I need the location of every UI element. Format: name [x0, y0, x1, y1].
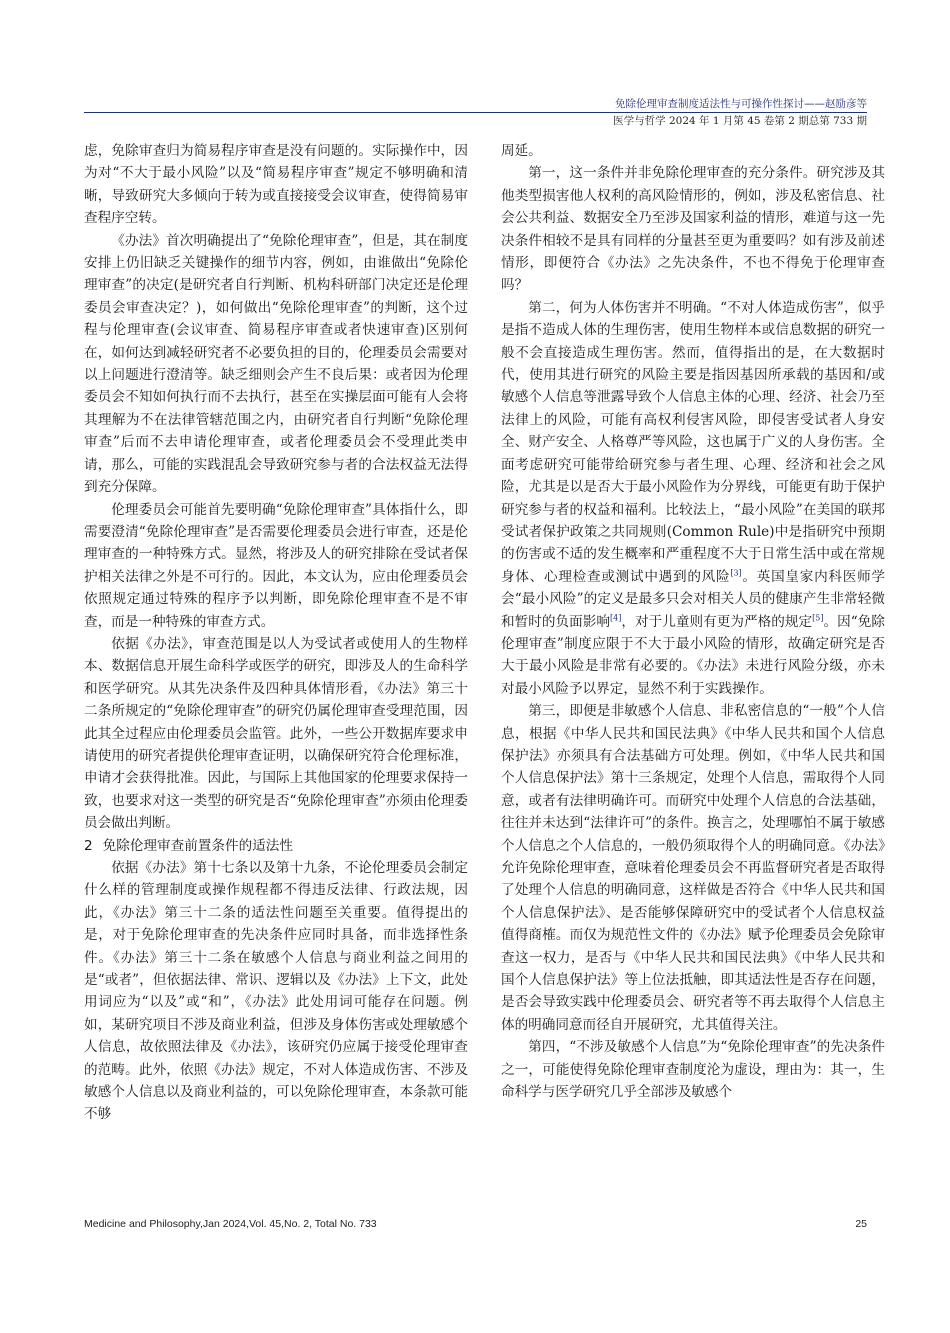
- paragraph: 周延。: [501, 143, 542, 159]
- text-run: ，对于儿童则有更为严格的规定: [621, 613, 813, 630]
- paragraph: 第一，这一条件并非免除伦理审查的充分条件。研究涉及其他类型损害他人权利的高风险情形的，例如，涉及私密信息、社会公共利益、数据安全乃至涉及国家利益的情形，难道与这一先决条件相较不是具有同样的分量甚至更为重要吗？如有涉及前述情形，即便符合《办法》之先决条件，不也不得免于伦理审查吗？: [501, 165, 885, 294]
- paragraph: 依据《办法》，审查范围是以人为受试者或使用人的生物样本、数据信息开展生命科学或医学的研究，即涉及人的生命科学和医学研究。从其先决条件及四种具体情形看，《办法》第三十二条所规定的“免除伦理审查”的研究仍属伦理审查受理范围，因此其全过程应由伦理委员会监管。此外，一些公开数据库要求申请使用的研究者提供伦理审查证明，以确保研究符合伦理标准，申请才会获得批准。因此，与国际上其他国家的伦理要求保持一致，也要求对这一类型的研究是否“免除伦理审查”亦须由伦理委员会做出判断。: [84, 635, 468, 832]
- section-number: 2: [84, 837, 93, 854]
- paragraph: 第四，“不涉及敏感个人信息”为“免除伦理审查”的先决条件之一，可能使得免除伦理审查制度沦为虚设，理由为：其一，生命科学与医学研究几乎全部涉及敏感个: [501, 1039, 885, 1101]
- running-header: [84, 96, 867, 129]
- citation-5[interactable]: [5]: [812, 613, 824, 622]
- text-run: 第二，何为人体伤害并不明确。“不对人体造成伤害”，似乎是指不造成人体的生理伤害，使用生物样本或信息数据的研究一般不会直接造成生理伤害。然而，值得指出的是，在大数据时代，使用其进行研究的风险主要是指因基因所承载的基因和/或敏感个人信息等泄露导致个人信息主体的心理、经济、社会乃至法律上的风险，可能有高权利侵害风险，即侵害受试者人身安全、财产安全、人格尊严等风险，这也属于广义的人身伤害。全面考虑研究可能带给研究参与者生理、心理、经济和社会之风险，尤其是以是否大于最小风险作为分界线，可能更有助于保护研究参与者的权益和福利。比较法上，“最小风险”在美国的联邦受试者保护政策之共同规则(Common Rule)中是指研究中预期的伤害或不适的发生概率和严重程度不大于日常生活中或在常规身体、心理检查或测试中遇到的风险: [501, 299, 885, 585]
- paragraph: 第三，即便是非敏感个人信息、非私密信息的“一般”个人信息，根据《中华人民共和国民法典》《中华人民共和国个人信息保护法》亦须具有合法基础方可处理。例如，《中华人民共和国个人信息保护法》第十三条规定，处理个人信息，需取得个人同意，或者有法律明确许可。而研究中处理个人信息的合法基础，往往并未达到“法律许可”的条件。换言之，处理哪怕不属于敏感个人信息之个人信息的，一般仍须取得个人的明确同意。《办法》允许免除伦理审查，意味着伦理委员会不再监督研究者是否取得了处理个人信息的明确同意，这样做是否符合《中华人民共和国个人信息保护法》、是否能够保障研究中的受试者个人信息权益值得商榷。而仅为规范性文件的《办法》赋予伦理委员会免除审查这一权力，是否与《中华人民共和国民法典》《中华人民共和国个人信息保护法》等上位法抵触，即其适法性是否存在问题，是否会导致实践中伦理委员会、研究者等不再去取得个人信息主体的明确同意而径自开展研究，尤其值得关注。: [501, 703, 885, 1033]
- citation-4[interactable]: [4]: [610, 613, 622, 622]
- text-run: 。英国皇家内科医师学会“最小风险”的定义是最多只会对相关人员的健康产生非常轻微和暂时的负面影响: [501, 568, 886, 630]
- footer-journal: Medicine and Philosophy,Jan 2024,Vol. 45,No. 2, Total No. 733: [84, 1218, 377, 1230]
- citation-3[interactable]: [3]: [730, 568, 742, 578]
- text-run: 。因“免除伦理审查”制度应限于不大于最小风险的情形，故确定研究是否大于最小风险是非常有必要的。《办法》未进行风险分级，亦未对最小风险予以界定，显然不利于实践操作。: [501, 613, 886, 697]
- paragraph: 《办法》首次明确提出了“免除伦理审查”，但是，其在制度安排上仍旧缺乏关键操作的细节内容，例如，由谁做出“免除伦理审查”的决定(是研究者自行判断、机构科研部门决定还是伦理委员会审查决定？)，如何做出“免除伦理审查”的判断，这个过程与伦理审查(会议审查、简易程序审查或者快速审查)区别何在，如何达到减轻研究者不必要负担的目的，伦理委员会需要对以上问题进行澄清等。缺乏细则会产生不良后果：或者因为伦理委员会不知如何执行而不去执行，甚至在实操层面可能有人会将其理解为不在法律管辖范围之内，由研究者自行判断“免除伦理审查”后而不去申请伦理审查，或者伦理委员会不受理此类申请，那么，可能的实践混乱会导致研究参与者的合法权益无法得到充分保障。: [84, 232, 468, 496]
- section-title: 免除伦理审查前置条件的适法性: [102, 837, 293, 854]
- journal-issue-info: 医学与哲学 2024 年 1 月第 45 卷第 2 期总第 733 期: [613, 115, 867, 127]
- left-column: [84, 140, 468, 1126]
- paragraph: 虑，免除审查归为简易程序审查是没有问题的。实际操作中，因为对“不大于最小风险”以及“简易程序审查”规定不够明确和清晰，导致研究大多倾向于转为或直接接受会议审查，使得简易审查程序空转。: [84, 143, 468, 227]
- section-heading: [84, 835, 468, 857]
- paragraph: 伦理委员会可能首先要明确“免除伦理审查”具体指什么，即需要澄清“免除伦理审查”是否需要伦理委员会进行审查，还是伦理审查的一种特殊方式。显然，将涉及人的研究排除在受试者保护相关法律之外是不可行的。因此，本文认为，应由伦理委员会依照规定通过特殊的程序予以判断，即免除伦理审查不是不审查，而是一种特殊的审查方式。: [84, 501, 468, 630]
- running-title: 免除伦理审查制度适法性与可操作性探讨——赵励彦等: [615, 98, 867, 110]
- paragraph: 依据《办法》第十七条以及第十九条，不论伦理委员会制定什么样的管理制度或操作规程都不得违反法律、行政法规，因此，《办法》第三十二条的适法性问题至关重要。值得提出的是，对于免除伦理审查的先决条件应同时具备，而非选择性条件。《办法》第三十二条在敏感个人信息与商业利益之间用的是“或者”，但依据法律、常识、逻辑以及《办法》上下文，此处用词应为“以及”或“和”，《办法》此处用词可能存在问题。例如，某研究项目不涉及商业利益，但涉及身体伤害或处理敏感个人信息，故依照法律及《办法》，该研究仍应属于接受伦理审查的范畴。此外，依照《办法》规定，不对人体造成伤害、不涉及敏感个人信息以及商业利益的，可以免除伦理审查，本条款可能不够: [84, 860, 468, 1123]
- page-number: 25: [855, 1218, 867, 1230]
- right-column: [501, 140, 885, 1103]
- paragraph: [501, 297, 885, 700]
